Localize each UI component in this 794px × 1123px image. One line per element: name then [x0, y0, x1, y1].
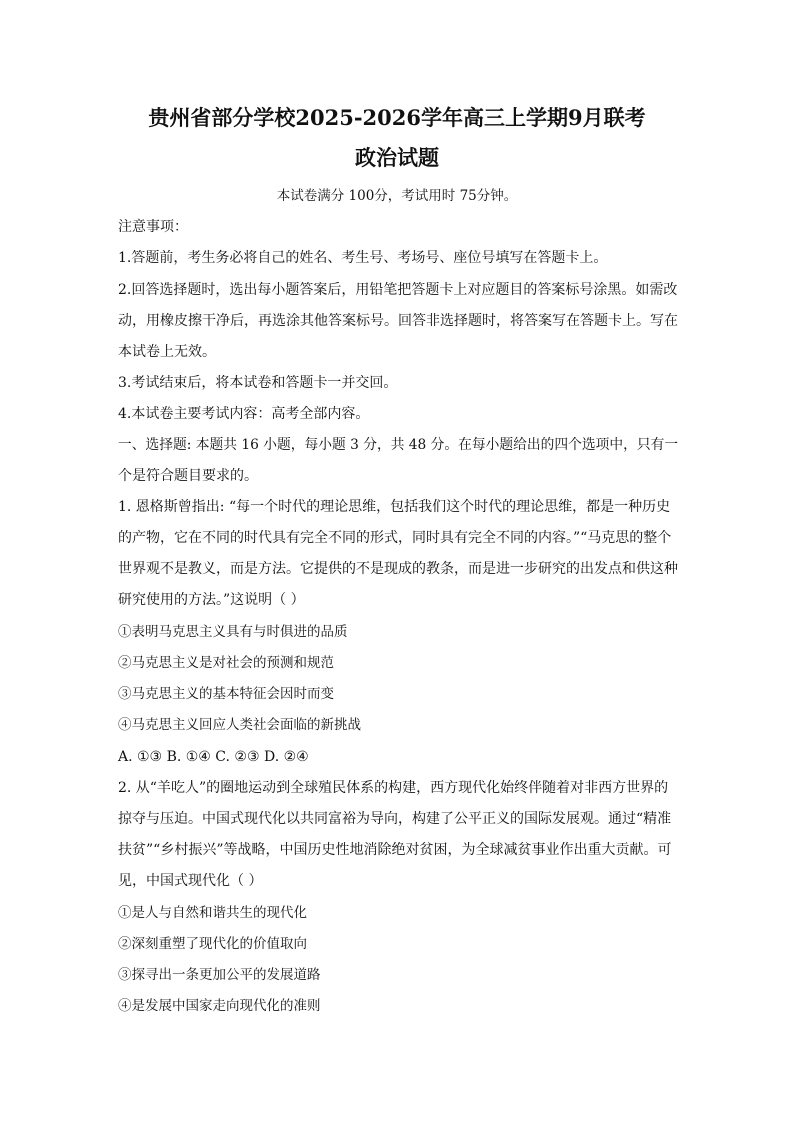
question-stem-line: 的产物，它在不同的时代具有完全不同的形式，同时具有完全不同的内容。”“马克思的整个	[118, 530, 672, 546]
exam-info: 本试卷满分 100分，考试用时 75分钟。	[276, 188, 518, 204]
question-stem-line: 2. 从“羊吃人”的圈地运动到全球殖民体系的构建，西方现代化始终伴随着对非西方世界的	[118, 780, 669, 796]
section-heading: 一、选择题: 本题共 16 小题，每小题 3 分，共 48 分。在每小题给出的四个选项中，只有一	[118, 437, 679, 453]
question-stem-line: 1. 恩格斯曾指出: “每一个时代的理论思维，包括我们这个时代的理论思维，都是一种历史	[118, 499, 671, 515]
question-option: ③探寻出一条更加公平的发展道路	[118, 967, 321, 983]
exam-title: 贵州省部分学校2025-2026学年高三上学期9月联考	[148, 105, 646, 130]
question-option: ④是发展中国家走向现代化的准则	[118, 998, 321, 1014]
answer-choices: A. ①③ B. ①④ C. ②③ D. ②④	[118, 749, 309, 765]
note-item: 2.回答选择题时，选出每小题答案后，用铅笔把答题卡上对应题目的答案标号涂黑。如需改	[118, 282, 678, 298]
question-option: ②深刻重塑了现代化的价值取向	[118, 936, 307, 952]
note-item: 4.本试卷主要考试内容：高考全部内容。	[118, 406, 370, 422]
question-stem-line: 见，中国式现代化（ ）	[118, 873, 263, 889]
notes-heading: 注意事项：	[118, 219, 188, 235]
question-option: ③马克思主义的基本特征会因时而变	[118, 686, 334, 702]
question-option: ②马克思主义是对社会的预测和规范	[118, 655, 334, 671]
question-stem-line: 世界观不是教义，而是方法。它提供的不是现成的教条，而是进一步研究的出发点和供这种	[118, 561, 678, 577]
question-option: ①表明马克思主义具有与时俱进的品质	[118, 624, 348, 640]
note-item: 动，用橡皮擦干净后，再选涂其他答案标号。回答非选择题时，将答案写在答题卡上。写在	[118, 313, 678, 329]
question-option: ④马克思主义回应人类社会面临的新挑战	[118, 717, 361, 733]
question-option: ①是人与自然和谐共生的现代化	[118, 905, 307, 921]
note-item: 本试卷上无效。	[118, 344, 216, 360]
note-item: 1.答题前，考生务必将自己的姓名、考生号、考场号、座位号填写在答题卡上。	[118, 250, 608, 266]
question-stem-line: 扶贫”“乡村振兴”等战略，中国历史性地消除绝对贫困，为全球减贫事业作出重大贡献。可	[118, 842, 672, 858]
note-item: 3.考试结束后，将本试卷和答题卡一并交回。	[118, 375, 398, 391]
subject-title: 政治试题	[355, 145, 439, 170]
question-stem-line: 掠夺与压迫。中国式现代化以共同富裕为导向，构建了公平正义的国际发展观。通过“精准	[118, 811, 672, 827]
section-heading: 个是符合题目要求的。	[118, 468, 258, 484]
question-stem-line: 研究使用的方法。”这说明（ ）	[118, 592, 305, 608]
